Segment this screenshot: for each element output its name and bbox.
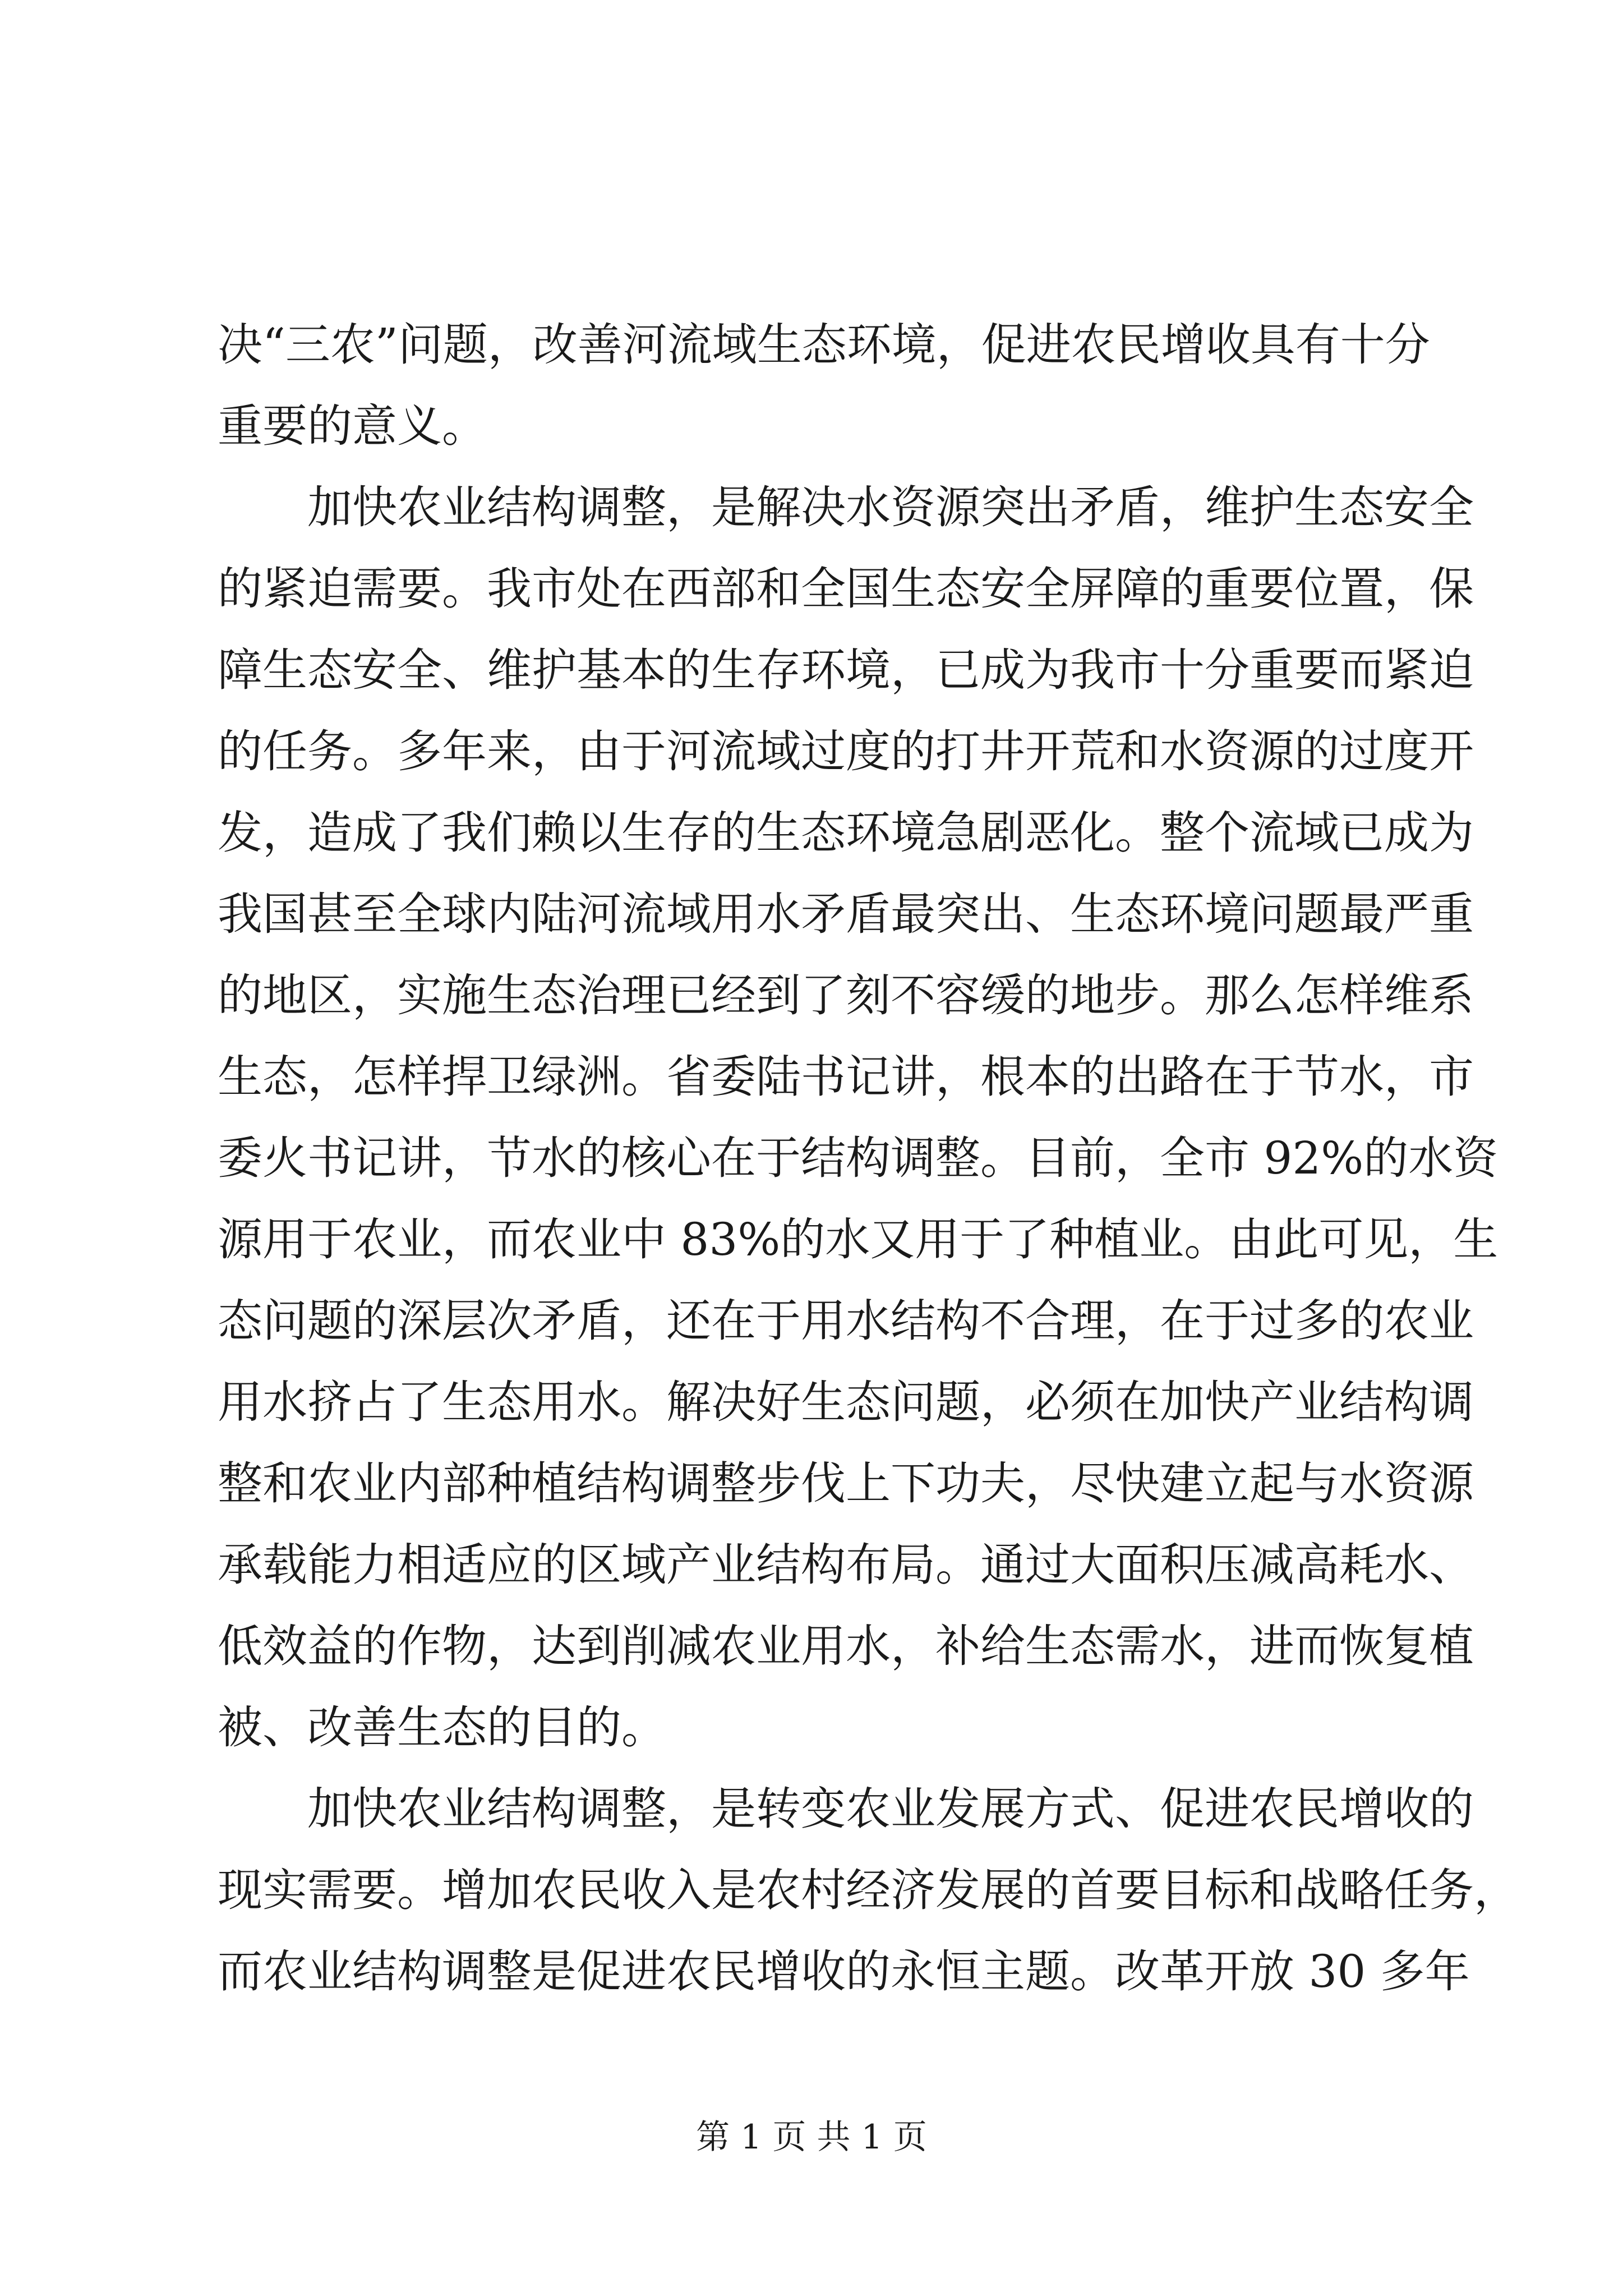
page-footer xyxy=(0,2110,1623,2159)
page-number: 第 1 页 共 1 页 xyxy=(696,2118,927,2157)
text-line: 生态，怎样捍卫绿洲。省委陆书记讲，根本的出路在于节水，市 xyxy=(218,1051,1474,1103)
text-line: 而农业结构调整是促进农民增收的永恒主题。改革开放 30 多年 xyxy=(218,1945,1470,1998)
text-line: 低效益的作物，达到削减农业用水，补给生态需水，进而恢复植 xyxy=(218,1620,1474,1672)
text-line: 承载能力相适应的区域产业结构布局。通过大面积压减高耗水、 xyxy=(218,1539,1474,1591)
text-line: 障生态安全、维护基本的生存环境，已成为我市十分重要而紧迫 xyxy=(218,644,1474,696)
text-line: 的紧迫需要。我市处在西部和全国生态安全屏障的重要位置，保 xyxy=(218,563,1474,615)
text-line: 整和农业内部种植结构调整步伐上下功夫，尽快建立起与水资源 xyxy=(218,1457,1474,1510)
paragraph-2 xyxy=(218,467,1498,1768)
paragraph-1 xyxy=(218,304,1430,467)
text-line: 现实需要。增加农民收入是农村经济发展的首要目标和战略任务， xyxy=(218,1864,1519,1916)
text-line: 的任务。多年来，由于河流域过度的打井开荒和水资源的过度开 xyxy=(218,725,1474,777)
text-line: 我国甚至全球内陆河流域用水矛盾最突出、生态环境问题最严重 xyxy=(218,888,1474,940)
text-line: 发，造成了我们赖以生存的生态环境急剧恶化。整个流域已成为 xyxy=(218,807,1474,859)
text-line: 加快农业结构调整，是转变农业发展方式、促进农民增收的 xyxy=(307,1783,1474,1835)
text-line: 源用于农业，而农业中 83%的水又用于了种植业。由此可见，生 xyxy=(218,1213,1498,1266)
text-line: 被、改善生态的目的。 xyxy=(218,1701,666,1754)
paragraph-3 xyxy=(218,1768,1519,2012)
text-line: 决“三农”问题，改善河流域生态环境，促进农民增收具有十分 xyxy=(218,319,1430,371)
text-line: 用水挤占了生态用水。解决好生态问题，必须在加快产业结构调 xyxy=(218,1376,1474,1428)
text-line: 委火书记讲，节水的核心在于结构调整。目前，全市 92%的水资 xyxy=(218,1132,1498,1184)
text-line: 态问题的深层次矛盾，还在于用水结构不合理，在于过多的农业 xyxy=(218,1295,1474,1347)
text-line: 加快农业结构调整，是解决水资源突出矛盾，维护生态安全 xyxy=(307,481,1474,533)
document-body xyxy=(218,304,1519,2012)
text-line: 的地区，实施生态治理已经到了刻不容缓的地步。那么怎样维系 xyxy=(218,969,1474,1022)
text-line: 重要的意义。 xyxy=(218,400,487,452)
